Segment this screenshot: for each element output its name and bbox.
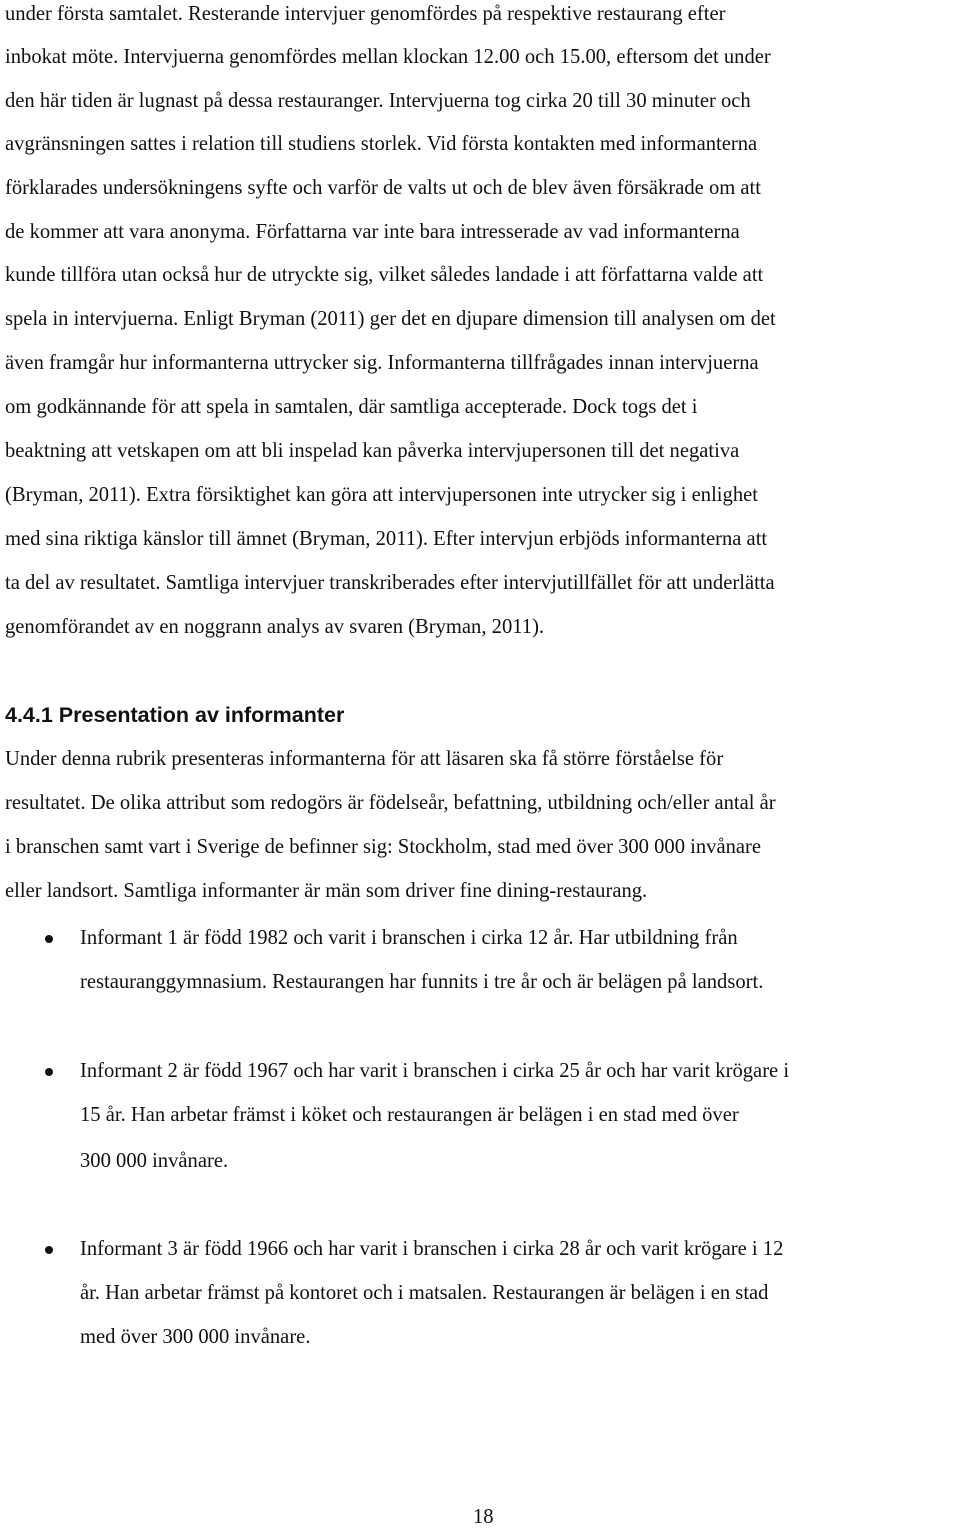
paragraph-line: i branschen samt vart i Sverige de befinner sig: Stockholm, stad med över 300 000 invånare <box>5 836 762 858</box>
list-item-line: år. Han arbetar främst på kontoret och i matsalen. Restaurangen är belägen i en stad <box>80 1282 769 1304</box>
paragraph-line: eller landsort. Samtliga informanter är män som driver fine dining-restaurang. <box>5 880 648 902</box>
paragraph-line: avgränsningen sattes i relation till studiens storlek. Vid första kontakten med informanterna <box>5 133 758 155</box>
list-item-line: 300 000 invånare. <box>80 1150 229 1172</box>
paragraph-line: den här tiden är lugnast på dessa restauranger. Intervjuerna tog cirka 20 till 30 minuter och <box>5 90 751 112</box>
paragraph-line: förklarades undersökningens syfte och varför de valts ut och de blev även försäkrade om att <box>5 177 761 199</box>
paragraph-line: inbokat möte. Intervjuerna genomfördes mellan klockan 12.00 och 15.00, eftersom det under <box>5 46 771 68</box>
paragraph-line: genomförandet av en noggrann analys av svaren (Bryman, 2011). <box>5 616 545 638</box>
paragraph-line: kunde tillföra utan också hur de utryckte sig, vilket således landade i att författarna valde att <box>5 264 764 286</box>
bullet-icon <box>45 935 53 943</box>
paragraph-line: med sina riktiga känslor till ämnet (Bryman, 2011). Efter intervjun erbjöds informanterna att <box>5 528 768 550</box>
list-item-line: Informant 2 är född 1967 och har varit i branschen i cirka 25 år och har varit krögare i <box>80 1060 790 1082</box>
paragraph-line: under första samtalet. Resterande intervjuer genomfördes på respektive restaurang efter <box>5 3 726 25</box>
paragraph-line: resultatet. De olika attribut som redogörs är födelseår, befattning, utbildning och/eller antal år <box>5 792 776 814</box>
bullet-icon <box>45 1068 53 1076</box>
list-item-line: Informant 3 är född 1966 och har varit i branschen i cirka 28 år och varit krögare i 12 <box>80 1238 784 1260</box>
list-item-line: Informant 1 är född 1982 och varit i branschen i cirka 12 år. Har utbildning från <box>80 927 738 949</box>
page-number: 18 <box>473 1506 494 1528</box>
paragraph-line: ta del av resultatet. Samtliga intervjuer transkriberades efter intervjutillfället för att underlätta <box>5 572 775 594</box>
list-item-line: restauranggymnasium. Restaurangen har funnits i tre år och är belägen på landsort. <box>80 971 764 993</box>
paragraph-line: även framgår hur informanterna uttrycker sig. Informanterna tillfrågades innan intervjuerna <box>5 352 759 374</box>
bullet-icon <box>45 1246 53 1254</box>
section-heading: 4.4.1 Presentation av informanter <box>5 703 345 727</box>
list-item-line: med över 300 000 invånare. <box>80 1326 311 1348</box>
paragraph-line: spela in intervjuerna. Enligt Bryman (2011) ger det en djupare dimension till analysen om det <box>5 308 776 330</box>
paragraph-line: Under denna rubrik presenteras informanterna för att läsaren ska få större förståelse för <box>5 748 724 770</box>
list-item-line: 15 år. Han arbetar främst i köket och restaurangen är belägen i en stad med över <box>80 1104 739 1126</box>
paragraph-line: de kommer att vara anonyma. Författarna var inte bara intresserade av vad informanterna <box>5 221 740 243</box>
paragraph-line: (Bryman, 2011). Extra försiktighet kan göra att intervjupersonen inte utrycker sig i enlighet <box>5 484 758 506</box>
paragraph-line: beaktning att vetskapen om att bli inspelad kan påverka intervjupersonen till det negativa <box>5 440 740 462</box>
paragraph-line: om godkännande för att spela in samtalen, där samtliga accepterade. Dock togs det i <box>5 396 698 418</box>
